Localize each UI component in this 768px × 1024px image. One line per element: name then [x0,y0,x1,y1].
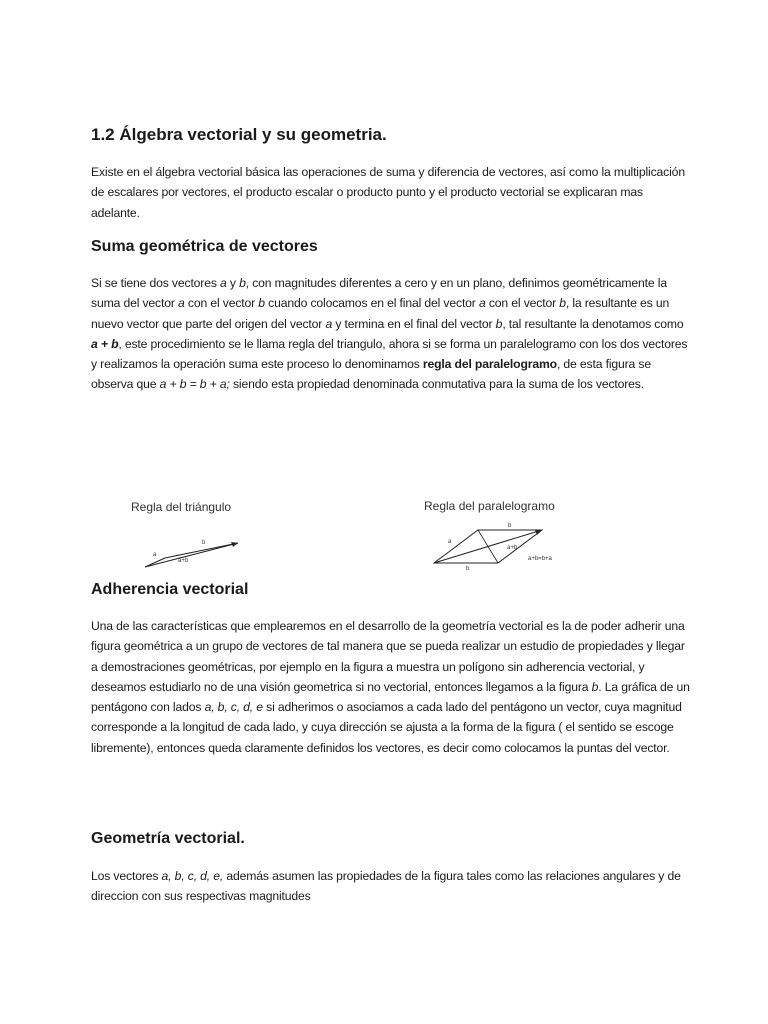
label-b-bottom: b [466,566,470,572]
label-eq: a+b=b+a [528,556,552,562]
triangle-figure-title: Regla del triángulo [131,500,232,514]
geometria-title: Geometría vectorial. [91,830,245,847]
label-sum: a+b [507,545,518,551]
label-a: a [153,552,157,558]
label-b: b [202,540,206,546]
parallelogram-figure-title: Regla del paralelogramo [424,499,555,513]
parallelogram-rule-figure [420,516,570,572]
vector-sum-line [145,543,238,567]
adherencia-title: Adherencia vectorial [91,581,249,598]
suma-paragraph: Si se tiene dos vectores a y b, con magnitudes diferentes a cero y en un plano, definimos geométricamente la suma del vector a con el vector b cuando colocamos en el final del vector a con el vector b, la resultante es un nuevo vector que parte del origen del vector a y termina en el final del vector b, tal resultante la denotamos como a + b, este procedimiento se le llama regla del triangulo, ahora si se forma un paralelogramo con los dos vectores y realizamos la operación suma este proceso lo denominamos regla del paralelogramo, de esta figura se observa que a + b = b + a; siendo esta propiedad denominada conmutativa para la suma de los vectores. [91,276,688,392]
suma-title: Suma geométrica de vectores [91,238,318,255]
intro-paragraph: Existe en el álgebra vectorial básica las operaciones de suma y diferencia de vectores, así como la multiplicación de escalares por vectores, el producto escalar o producto punto y el producto vectorial se explicaran mas adelante. [91,165,685,220]
geometria-paragraph: Los vectores a, b, c, d, e, además asumen las propiedades de la figura tales como las relaciones angulares y de direccion con sus respectivas magnitudes [91,869,681,904]
triangle-rule-figure [120,520,260,580]
label-sum: a+b [178,558,189,564]
section-title: 1.2 Álgebra vectorial y su geometria. [91,125,387,144]
adherencia-paragraph: Una de las características que emplearemos en el desarrollo de la geometría vectorial es la de poder adherir una figura geométrica a un grupo de vectores de tal manera que se pueda realizar un estudio de propiedades y llegar a demostraciones geométricas, por ejemplo en la figura a muestra un polígono sin adherencia vectorial, y deseamos estudiarlo no de una visión geometrica si no vectorial, entonces llegamos a la figura b. La gráfica de un pentágono con lados a, b, c, d, e si adherimos o asociamos a cada lado del pentágono un vector, cuya magnitud corresponde a la longitud de cada lado, y cuya dirección se ajusta a la forma de la figura ( el sentido se escoge libremente), entonces queda claramente definidos los vectores, es decir como colocamos la puntas del vector. [91,619,690,755]
label-b: b [508,523,512,529]
label-a: a [448,539,452,545]
diagonal-diff [478,530,498,563]
